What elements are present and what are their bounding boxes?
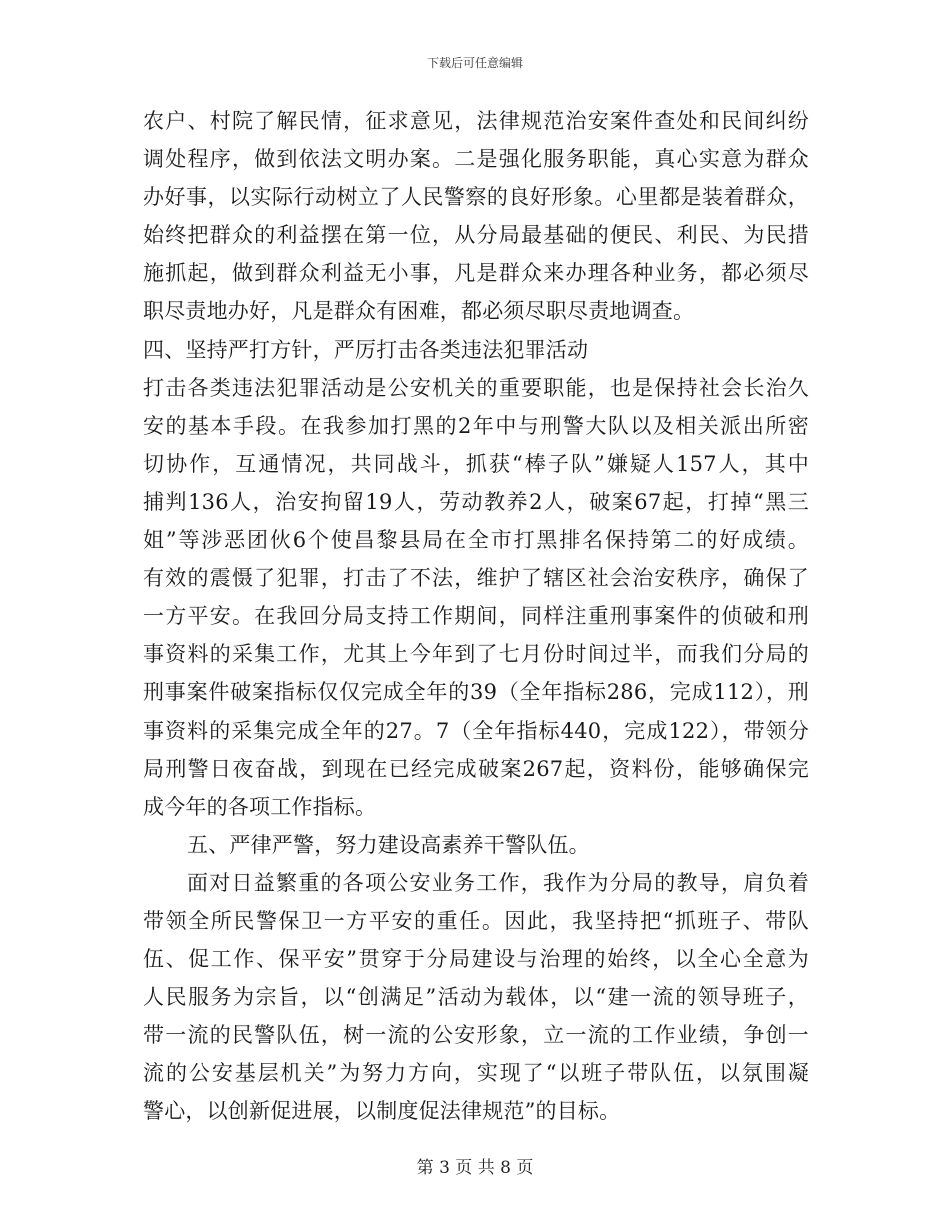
body-line: 事资料的采集完成全年的27。7（全年指标440，完成122），带领分	[143, 718, 809, 743]
body-line: 始终把群众的利益摆在第一位，从分局最基础的便民、利民、为民措	[143, 223, 809, 248]
body-line: 伍、促工作、保平安”贯穿于分局建设与治理的始终，以全心全意为	[143, 947, 809, 972]
body-line: 切协作，互通情况，共同战斗，抓获“棒子队”嫌疑人157人，其中	[143, 451, 809, 476]
page-header-note: 下载后可任意编辑	[426, 56, 523, 70]
body-line: 刑事案件破案指标仅仅完成全年的39（全年指标286，完成112），刑	[143, 680, 809, 705]
body-line: 警心，以创新促进展，以制度促法律规范”的目标。	[143, 1099, 621, 1124]
body-line: 一方平安。在我回分局支持工作期间，同样注重刑事案件的侦破和刑	[143, 604, 809, 629]
body-line: 局刑警日夜奋战，到现在已经完成破案267起，资料份，能够确保完	[143, 756, 809, 781]
page-number: 第 3 页 共 8 页	[416, 1158, 534, 1178]
body-line: 办好事，以实际行动树立了人民警察的良好形象。心里都是装着群众，	[143, 185, 809, 210]
document-body	[143, 102, 809, 1131]
body-line: 施抓起，做到群众利益无小事，凡是群众来办理各种业务，都必须尽	[143, 261, 809, 286]
body-line: 打击各类违法犯罪活动是公安机关的重要职能，也是保持社会长治久	[143, 375, 809, 400]
body-line: 带一流的民警队伍，树一流的公安形象，立一流的工作业绩，争创一	[143, 1023, 809, 1048]
body-line: 人民服务为宗旨，以“创满足”活动为载体，以“建一流的领导班子，	[143, 985, 809, 1010]
body-line: 有效的震慑了犯罪，打击了不法，维护了辖区社会治安秩序，确保了	[143, 566, 809, 591]
body-line: 姐”等涉恶团伙6个使昌黎县局在全市打黑排名保持第二的好成绩。	[143, 528, 809, 553]
body-line: 捕判136人，治安拘留19人，劳动教养2人，破案67起，打掉“黑三	[143, 489, 809, 514]
body-line: 职尽责地办好，凡是群众有困难，都必须尽职尽责地调查。	[143, 299, 695, 324]
body-line: 调处程序，做到依法文明办案。二是强化服务职能，真心实意为群众	[143, 147, 809, 172]
body-line: 带领全所民警保卫一方平安的重任。因此，我坚持把“抓班子、带队	[143, 908, 809, 933]
body-line: 事资料的采集工作，尤其上今年到了七月份时间过半，而我们分局的	[143, 642, 809, 667]
section-heading: 四、坚持严打方针，严厉打击各类违法犯罪活动	[143, 337, 589, 362]
body-line: 面对日益繁重的各项公安业务工作，我作为分局的教导，肩负着	[187, 870, 809, 895]
section-heading: 五、严律严警，努力建设高素养干警队伍。	[187, 832, 590, 857]
body-line: 农户、村院了解民情，征求意见，法律规范治安案件查处和民间纠纷	[143, 109, 809, 133]
body-line: 流的公安基层机关”为努力方向，实现了“以班子带队伍，以氛围凝	[143, 1061, 809, 1086]
body-line: 安的基本手段。在我参加打黑的2年中与刑警大队以及相关派出所密	[143, 413, 809, 438]
body-line: 成今年的各项工作指标。	[143, 794, 377, 819]
